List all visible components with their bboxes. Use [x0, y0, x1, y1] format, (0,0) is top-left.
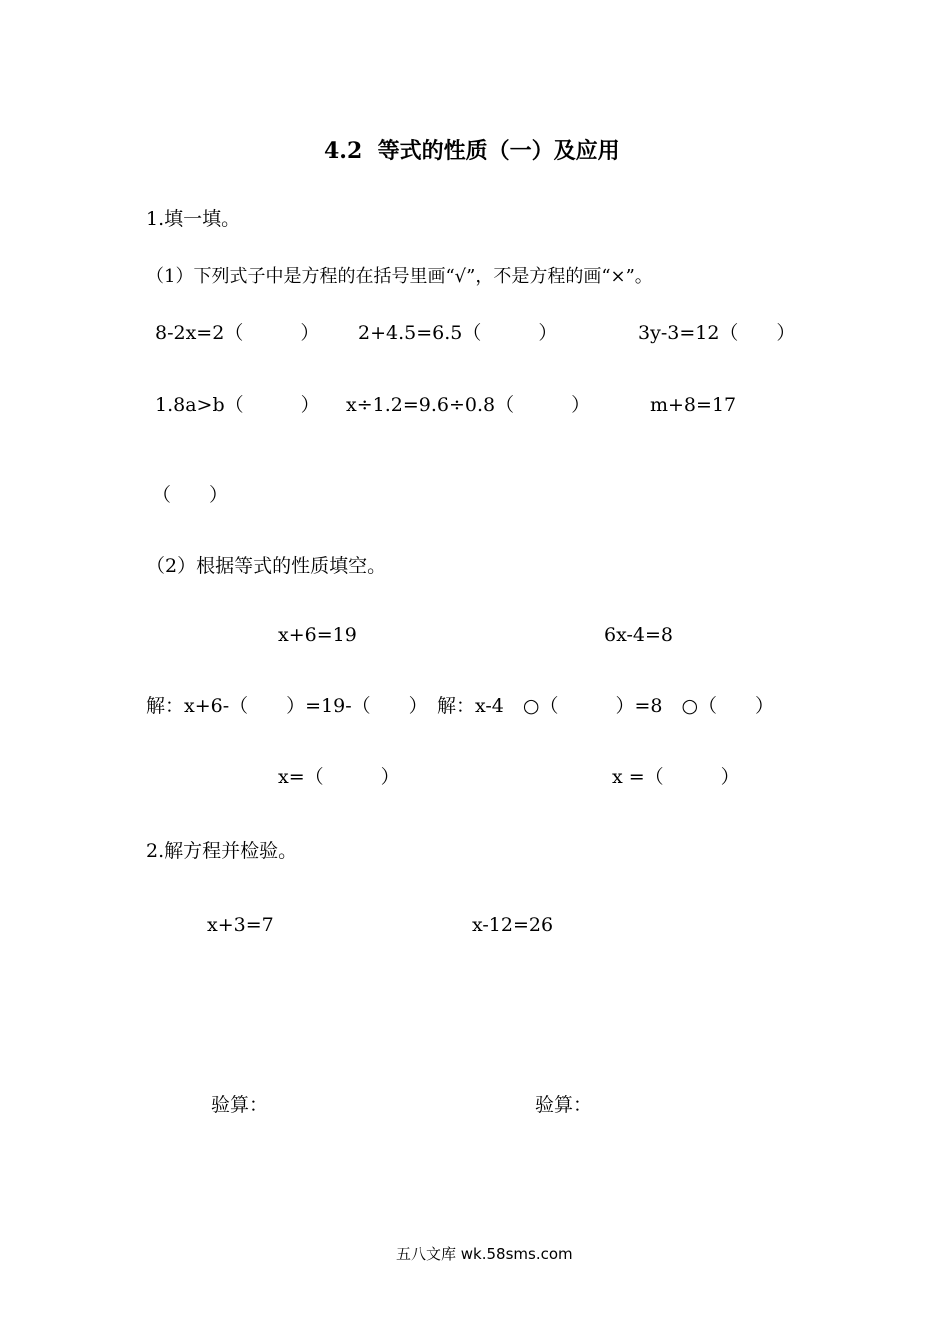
equation-item: 2+4.5=6.5（ ） [358, 322, 558, 344]
equation-right: 6x-4=8 [604, 624, 673, 646]
part-1-instruction: （1）下列式子中是方程的在括号里画“√”，不是方程的画“×”。 [146, 266, 653, 287]
equation-item: 8-2x=2（ ） [155, 322, 320, 344]
equation-left: x+6=19 [278, 624, 357, 646]
page-title: 4.2 等式的性质（一）及应用 [324, 138, 620, 164]
footer-watermark: 五八文库 wk.58sms.com [396, 1245, 573, 1263]
answer-right: x =（ ） [612, 766, 740, 788]
equation-item: 1.8a>b（ ） [155, 394, 320, 416]
check-label-right: 验算： [535, 1094, 593, 1116]
equation-item: x÷1.2=9.6÷0.8（ ） [346, 394, 591, 416]
solution-step-right: 解：x-4 ○（ ）=8 ○（ ） [437, 695, 775, 717]
equation-item: 3y-3=12（ ） [638, 322, 796, 344]
part-2-instruction: （2）根据等式的性质填空。 [146, 555, 387, 577]
answer-left: x=（ ） [278, 766, 400, 788]
solution-step-left: 解：x+6-（ ）=19-（ ） [146, 695, 428, 717]
check-label-left: 验算： [211, 1094, 269, 1116]
section-1-heading: 1.填一填。 [146, 208, 241, 230]
equation-left: x+3=7 [207, 914, 274, 936]
section-2-heading: 2.解方程并检验。 [146, 840, 298, 862]
equation-item: m+8=17 [650, 394, 737, 416]
equation-right: x-12=26 [472, 914, 554, 936]
answer-bracket: （ ） [152, 484, 229, 506]
